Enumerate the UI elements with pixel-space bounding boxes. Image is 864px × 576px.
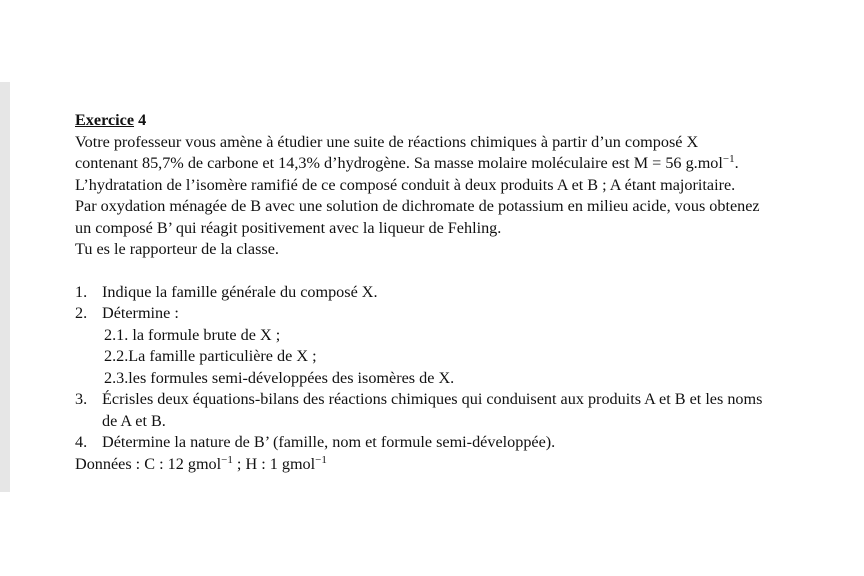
question-text-line: Écrisles deux équations-bilans des réactions chimiques qui conduisent aux produits A et B et les noms [102,390,763,408]
intro-line: L’hydratation de l’isomère ramifié de ce composé conduit à deux produits A et B ; A étant majoritaire. [75,175,736,194]
page-edge-shadow [0,82,10,492]
question-3 [75,389,860,432]
question-2 [75,303,860,325]
sub-question-2-1: 2.1. la formule brute de X ; [104,325,281,344]
question-text: Détermine : [102,304,179,322]
question-text: Détermine la nature de B’ (famille, nom et formule semi-développée). [102,433,556,451]
molar-mass-exponent: −1 [722,153,735,165]
intro-line-molar-mass [75,153,860,175]
question-4 [75,432,860,454]
given-data-exponent: −1 [315,453,327,466]
exercise-intro [75,132,860,261]
question-1 [75,282,860,304]
question-number: 3. [75,390,88,408]
exercise-number: 4 [138,111,147,129]
molar-mass-text: contenant 85,7% de carbone et 14,3% d’hydrogène. Sa masse molaire moléculaire est M = 56 g.mol [75,154,723,172]
given-data-hydrogen: ; H : 1 gmol [232,454,316,473]
intro-line: Par oxydation ménagée de B avec une solution de dichromate de potassium en milieu acide, vous obtenez [75,197,760,215]
question-number: 4. [75,433,88,451]
sub-question-2-2: 2.2.La famille particulière de X ; [104,347,317,365]
intro-line: un composé B’ qui réagit positivement avec la liqueur de Fehling. [75,218,502,237]
intro-line: Votre professeur vous amène à étudier une suite de réactions chimiques à partir d’un composé X [75,132,699,151]
given-data-exponent: −1 [221,453,233,466]
spacer [75,261,860,282]
question-number: 2. [75,304,88,322]
given-data [75,454,860,476]
question-number: 1. [75,282,88,301]
exercise-title: Exercice [75,111,135,129]
question-text: Indique la famille générale du composé X. [102,282,378,301]
exercise-heading [75,110,860,132]
question-text-line: de A et B. [102,411,166,430]
intro-line: Tu es le rapporteur de la classe. [75,240,279,258]
molar-mass-suffix: . [734,154,739,172]
exercise-content [75,110,860,475]
sub-question-2-3: 2.3.les formules semi-développées des isomères de X. [104,368,455,387]
given-data-carbon: Données : C : 12 gmol [75,454,222,473]
